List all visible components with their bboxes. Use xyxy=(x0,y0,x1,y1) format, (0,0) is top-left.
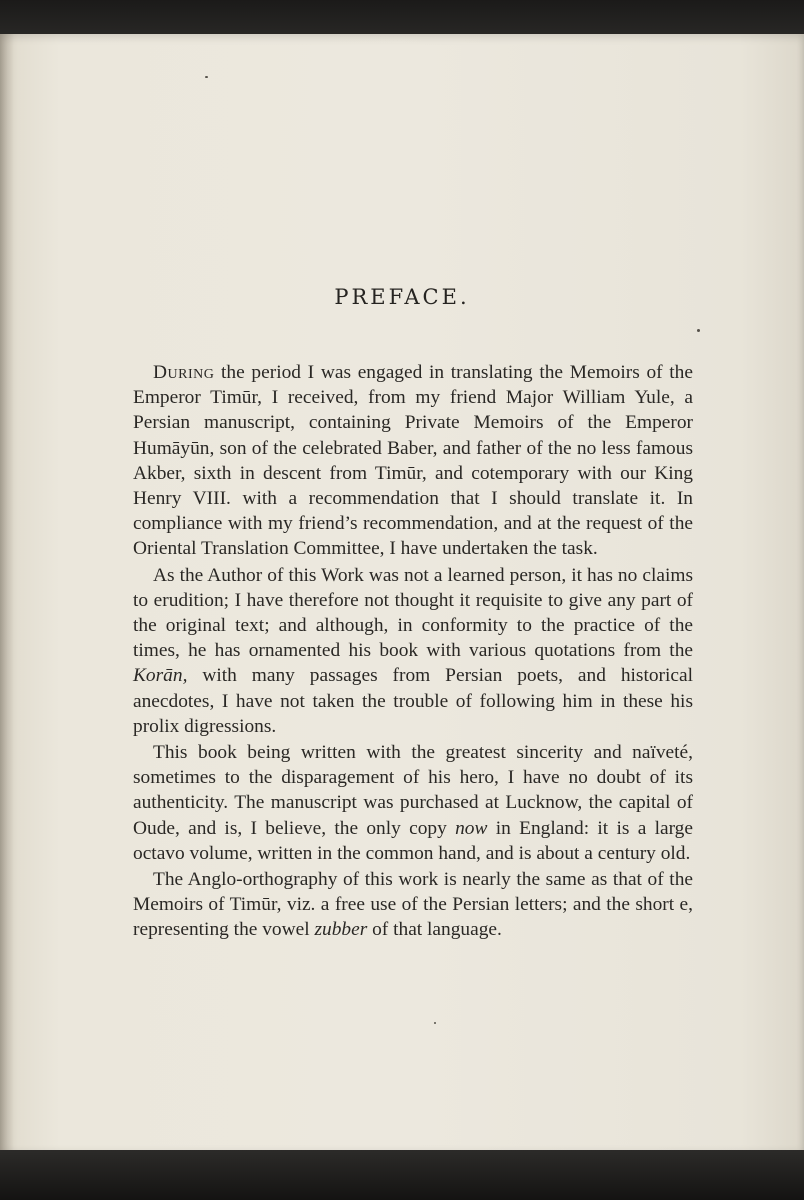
ink-speck xyxy=(434,1022,436,1024)
preface-body xyxy=(133,360,693,944)
lead-in-word: During xyxy=(153,362,215,383)
italic-term: Korān, xyxy=(133,665,188,687)
paragraph-text: with many passages from Persian poets, and historical anecdotes, I have not taken the trouble of following him in these his prolix digressions. xyxy=(133,665,693,737)
paragraph-text: the period I was engaged in translating the Memoirs of the Emperor Timūr, I received, from my friend Major William Yule, a Persian manuscript, containing Private Memoirs of the Emperor Humāyūn, son of the celebrated Baber, and father of the no less famous Akber, sixth in descent from Timūr, and cotemporary with our King Henry VIII. with a recommendation that I should translate it. In compliance with my friend’s recommendation, and at the request of the Oriental Translation Committee, I have undertaken the task. xyxy=(133,362,693,560)
italic-term: zubber xyxy=(314,919,368,941)
ink-speck xyxy=(205,76,208,78)
paragraph-text: This book being written with the greatest sincerity and naïveté, sometimes to the disparagement of his hero, I have no doubt of its authenticity. The manuscript was purchased at Lucknow, the capital of Oude, and is, I believe, the only copy xyxy=(133,742,693,839)
paragraph-3 xyxy=(133,740,693,866)
paragraph-text: As the Author of this Work was not a learned person, it has no claims to erudition; I have therefore not thought it requisite to give any part of the original text; and although, in conformity to the practice of the times, he has ornamented his book with various quotations from the xyxy=(133,564,693,662)
paragraph-1 xyxy=(133,360,693,562)
ink-speck xyxy=(697,329,700,332)
scanner-bed-bottom xyxy=(0,1150,804,1200)
italic-term: now xyxy=(455,817,488,839)
paragraph-text: of that language. xyxy=(367,919,502,941)
paragraph-text: The Anglo-orthography of this work is nearly the same as that of the Memoirs of Timūr, viz. a free use of the Persian letters; and the short e, representing the vowel xyxy=(133,869,693,941)
paragraph-4 xyxy=(133,867,693,943)
page-title: PREFACE. xyxy=(334,285,470,309)
paragraph-2 xyxy=(133,563,693,739)
paper-left-edge xyxy=(0,34,14,1156)
paragraph-text: in England: it is a large octavo volume, written in the common hand, and is about a century old. xyxy=(133,817,693,864)
